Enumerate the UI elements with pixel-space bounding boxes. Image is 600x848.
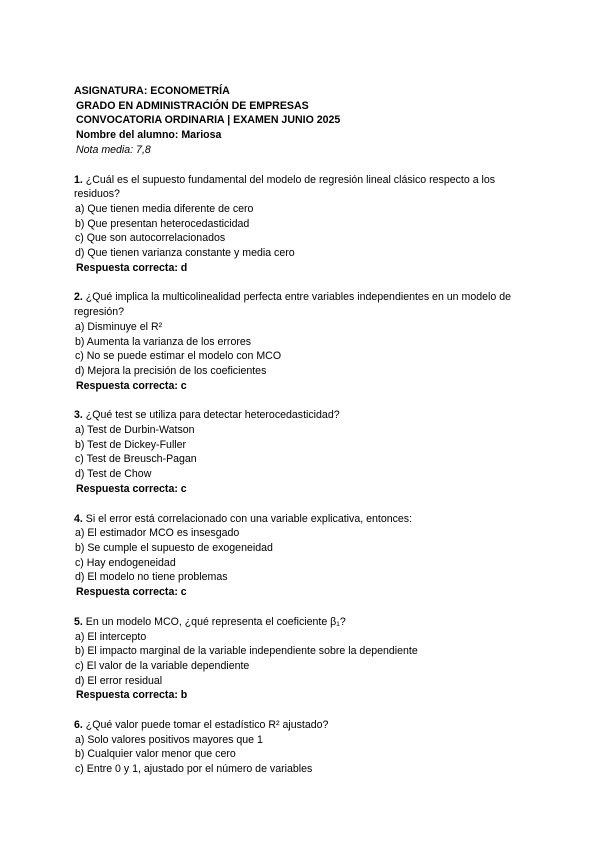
answer-option: c) No se puede estimar el modelo con MCO [75,350,282,363]
answer-option: a) Disminuye el R² [75,320,163,333]
answer-option: a) El intercepto [75,630,147,643]
question-block [74,512,534,600]
correct-answer: Respuesta correcta: c [76,379,187,392]
answer-option: b) Cualquier valor menor que cero [75,748,236,761]
question-text [74,512,534,527]
question-block [74,173,534,276]
student-name: Nombre del alumno: Mariosa [76,129,222,142]
answer-option: b) Se cumple el supuesto de exogeneidad [75,541,273,554]
correct-answer: Respuesta correcta: c [76,586,187,599]
answer-option: c) Entre 0 y 1, ajustado por el número de variables [75,763,313,776]
correct-answer: Respuesta correcta: b [76,689,188,702]
answer-option: c) El valor de la variable dependiente [75,659,250,672]
question-block [74,408,534,496]
question-text [74,718,534,733]
answer-option: a) Solo valores positivos mayores que 1 [75,733,263,746]
answer-option: a) Que tienen media diferente de cero [75,202,254,215]
answer-option: d) Que tienen varianza constante y media cero [75,247,295,260]
question-statement: ¿Qué valor puede tomar el estadístico R² ajustado? [85,719,329,732]
question-block [74,615,534,703]
question-text [74,290,534,319]
answer-option: d) Mejora la precisión de los coeficientes [75,364,267,377]
answer-option: d) El modelo no tiene problemas [75,571,228,584]
question-list [74,173,534,777]
question-statement: ¿Cuál es el supuesto fundamental del modelo de regresión lineal clásico respecto a los residuos? [74,173,496,201]
answer-option: b) Test de Dickey-Fuller [75,438,187,451]
subject-heading: ASIGNATURA: ECONOMETRÍA [74,85,230,97]
answer-option: b) Que presentan heterocedasticidad [75,217,250,230]
degree-heading: GRADO EN ADMINISTRACIÓN DE EMPRESAS [76,99,309,112]
question-number: 3. [74,409,83,422]
question-number: 4. [74,512,83,525]
question-number: 1. [74,173,83,186]
answer-option: c) Que son autocorrelacionados [75,232,226,245]
answer-option: a) Test de Durbin-Watson [75,424,195,437]
answer-option: d) Test de Chow [75,468,152,481]
question-text [74,173,534,202]
correct-answer: Respuesta correcta: c [76,482,187,495]
answer-option: b) El impacto marginal de la variable independiente sobre la dependiente [75,645,418,658]
answer-option: a) El estimador MCO es insesgado [75,527,240,540]
answer-option: d) El error residual [75,674,163,687]
question-statement: En un modelo MCO, ¿qué representa el coeficiente β₁? [85,615,346,628]
question-statement: ¿Qué implica la multicolinealidad perfecta entre variables independientes en un modelo de regresión? [74,291,511,319]
question-text [74,408,534,423]
answer-option: b) Aumenta la varianza de los errores [75,335,252,348]
average-grade: Nota media: 7,8 [76,143,151,156]
question-statement: ¿Qué test se utiliza para detectar heterocedasticidad? [85,409,340,422]
question-number: 5. [74,615,83,628]
question-block [74,290,534,393]
question-text [74,615,534,630]
exam-heading: CONVOCATORIA ORDINARIA | EXAMEN JUNIO 2025 [76,114,341,127]
answer-option: c) Test de Breusch-Pagan [75,453,197,466]
correct-answer: Respuesta correcta: d [76,261,188,274]
question-number: 2. [74,291,83,304]
question-number: 6. [74,719,83,732]
question-statement: Si el error está correlacionado con una variable explicativa, entonces: [85,512,413,525]
exam-document [74,84,534,792]
answer-option: c) Hay endogeneidad [75,556,176,569]
question-block [74,718,534,777]
